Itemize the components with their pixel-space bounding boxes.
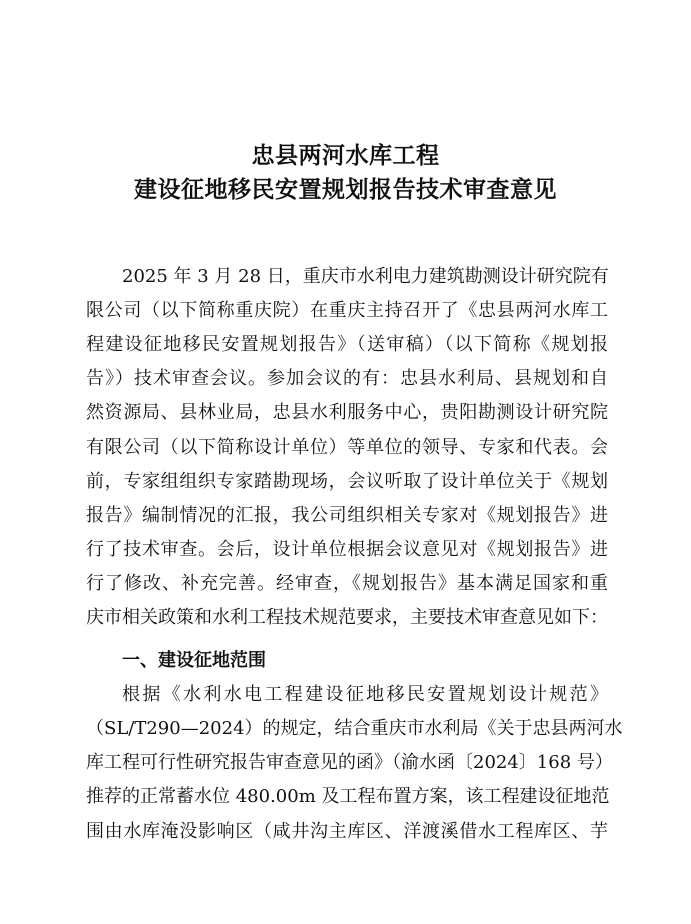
paragraph-1-line: 2025 年 3 月 28 日，重庆市水利电力建筑勘测设计研究院有 — [122, 266, 609, 287]
section-1-heading: 一、建设征地范围 — [122, 650, 266, 671]
paragraph-2-line: （SL/T290—2024）的规定，结合重庆市水利局《关于忠县两河水 — [86, 718, 623, 739]
paragraph-2-line: 推荐的正常蓄水位 480.00m 及工程布置方案，该工程建设征地范 — [86, 786, 610, 807]
paragraph-1-line: 告》）技术审查会议。参加会议的有：忠县水利局、县规划和自 — [86, 368, 608, 389]
paragraph-1-line: 程建设征地移民安置规划报告》（送审稿）（以下简称《规划报 — [86, 334, 608, 355]
paragraph-1-line: 限公司（以下简称重庆院）在重庆主持召开了《忠县两河水库工 — [86, 300, 608, 321]
paragraph-1-line: 行了技术审查。会后，设计单位根据会议意见对《规划报告》进 — [86, 539, 608, 560]
paragraph-2-line: 库工程可行性研究报告审查意见的函》（渝水函〔2024〕168 号） — [86, 752, 613, 773]
paragraph-1-line: 前，专家组组织专家踏勘现场，会议听取了设计单位关于《规划 — [86, 471, 608, 492]
paragraph-2-line: 根据《水利水电工程建设征地移民安置规划设计规范》 — [122, 684, 608, 705]
paragraph-2-line: 围由水库淹没影响区（咸井沟主库区、洋渡溪借水工程库区、芋 — [86, 821, 608, 842]
paragraph-1-line: 行了修改、补充完善。经审查，《规划报告》基本满足国家和重 — [86, 573, 608, 594]
paragraph-1-line: 报告》编制情况的汇报，我公司组织相关专家对《规划报告》进 — [86, 505, 608, 526]
document-title-line-2: 建设征地移民安置规划报告技术审查意见 — [134, 176, 557, 203]
document-title-line-1: 忠县两河水库工程 — [251, 142, 440, 169]
paragraph-1-line: 有限公司（以下简称设计单位）等单位的领导、专家和代表。会 — [86, 437, 608, 458]
paragraph-1-line: 庆市相关政策和水利工程技术规范要求，主要技术审查意见如下： — [86, 607, 608, 628]
paragraph-1-line: 然资源局、县林业局，忠县水利服务中心，贵阳勘测设计研究院 — [86, 402, 608, 423]
